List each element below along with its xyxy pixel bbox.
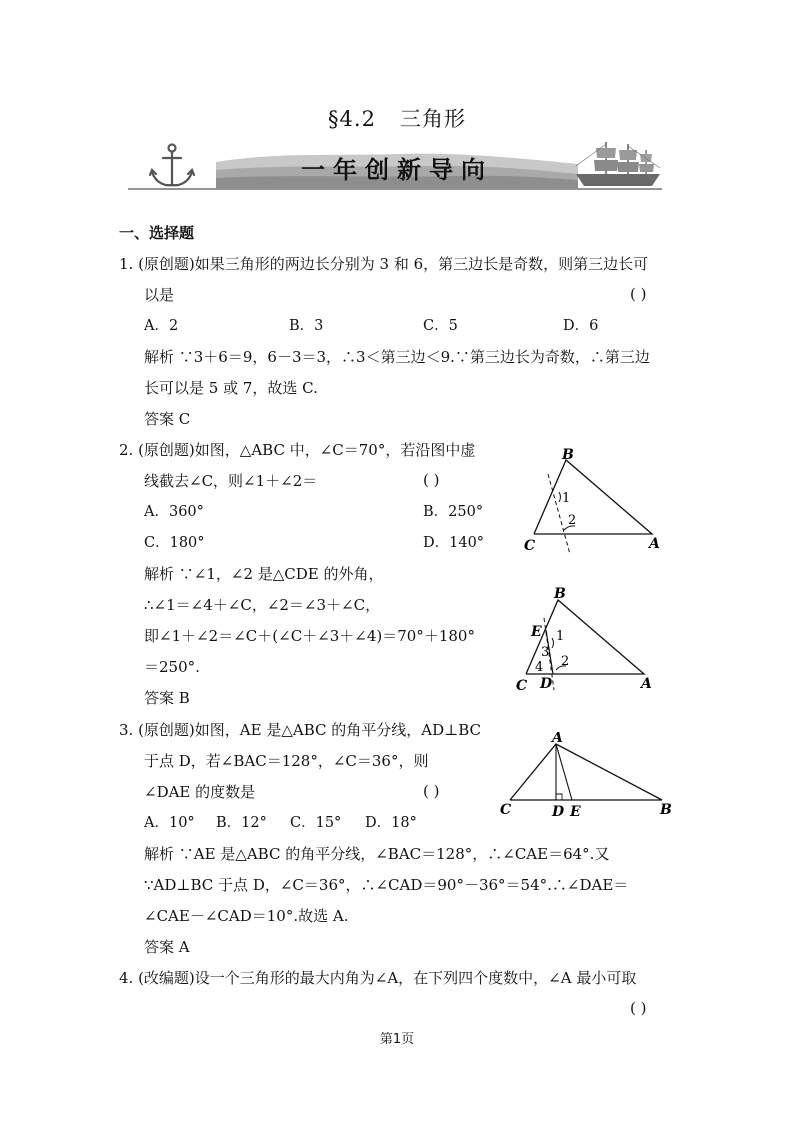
q3-figure-triangle	[496, 732, 674, 822]
q2-answer: 答案 B	[144, 689, 190, 707]
vertex-a-label: A	[641, 676, 652, 692]
q3-option-c: C．15°	[290, 815, 342, 831]
section-heading: 一、选择题	[119, 224, 195, 242]
point-e-label: E	[570, 804, 581, 820]
q3-analysis-line-2: ∵AD⊥BC 于点 D，∠C＝36°，∴∠CAD＝90°－36°＝54°.∴∠DAE＝	[144, 876, 629, 894]
angle-1-arc	[559, 492, 561, 502]
section-topic: 三角形	[399, 107, 466, 131]
q1-option-c: C．5	[423, 318, 458, 334]
q2-stem-line-2: 线截去∠C，则∠1＋∠2＝	[144, 472, 318, 490]
q2-analysis-line-1: 解析 ∵∠1，∠2 是△CDE 的外角，	[144, 565, 384, 583]
q2-option-c: C．180°	[144, 535, 205, 551]
triangle-abc	[510, 744, 662, 800]
q1-analysis-line-1: 解析 ∵3＋6＝9，6－3＝3，∴3＜第三边＜9.∵第三边长为奇数，∴第三边	[144, 348, 650, 366]
vertex-c-label: C	[524, 538, 536, 554]
q1-analysis-line-2: 长可以是 5 或 7，故选 C.	[144, 379, 318, 397]
page-title	[0, 103, 794, 133]
q1-option-b: B．3	[289, 318, 324, 334]
vertex-c-label: C	[500, 802, 512, 818]
q1-option-a: A．2	[144, 318, 179, 334]
q2-answer-bracket: ( )	[423, 471, 440, 489]
angle-1-label: 1	[556, 629, 565, 644]
q3-answer: 答案 A	[144, 938, 190, 956]
vertex-b-label: B	[554, 586, 566, 602]
q3-option-d: D．18°	[365, 815, 417, 831]
right-angle-mark	[556, 794, 562, 800]
q3-analysis-line-3: ∠CAE－∠CAD＝10°.故选 A.	[144, 907, 349, 925]
q2-analysis-line-4: ＝250°.	[144, 658, 200, 676]
q1-stem-line-2: 以是	[144, 286, 175, 304]
triangle-abc	[534, 460, 652, 534]
vertex-a-label: A	[649, 536, 660, 552]
q3-stem-line-3: ∠DAE 的度数是	[144, 783, 256, 801]
bisector-ae	[556, 744, 572, 800]
q3-option-b: B．12°	[216, 815, 267, 831]
dashed-cut-line	[548, 474, 570, 554]
angle-3-label: 3	[541, 645, 550, 660]
angle-1-label: 1	[562, 491, 571, 506]
q4-answer-bracket: ( )	[630, 999, 647, 1017]
q2-figure-triangle	[518, 444, 678, 556]
point-e-label: E	[531, 624, 542, 640]
triangle-abc	[526, 600, 644, 674]
angle-1-arc	[552, 638, 554, 648]
banner-label: 一年创新导向	[301, 155, 493, 184]
q3-option-a: A．10°	[144, 815, 195, 831]
vertex-b-label: B	[660, 802, 672, 818]
vertex-b-label: B	[562, 447, 574, 463]
angle-2-label: 2	[568, 513, 577, 528]
q4-stem-line-1: 4. (改编题)设一个三角形的最大内角为∠A，在下列四个度数中，∠A 最小可取	[119, 969, 637, 987]
q3-stem-line-1: 3. (原创题)如图，AE 是△ABC 的角平分线，AD⊥BC	[119, 721, 481, 739]
anchor-icon	[150, 145, 194, 186]
ship-icon	[576, 142, 660, 186]
q2-analysis-line-3: 即∠1＋∠2＝∠C＋(∠C＋∠3＋∠4)＝70°＋180°	[144, 627, 475, 645]
chapter-banner	[128, 140, 662, 192]
q2-option-b: B．250°	[423, 504, 484, 520]
vertex-a-label: A	[552, 732, 563, 746]
q2-analysis-line-2: ∴∠1＝∠4＋∠C，∠2＝∠3＋∠C，	[144, 596, 381, 614]
q1-option-d: D．6	[563, 318, 599, 334]
q2-solution-figure	[510, 586, 670, 694]
page-number: 第1页	[379, 1032, 415, 1047]
q2-option-d: D．140°	[423, 535, 485, 551]
q2-stem-line-1: 2. (原创题)如图，△ABC 中，∠C＝70°，若沿图中虚	[119, 441, 476, 459]
q2-option-a: A．360°	[144, 504, 204, 520]
q1-stem-line-1: 1. (原创题)如果三角形的两边长分别为 3 和 6，第三边长是奇数，则第三边长可	[119, 255, 649, 273]
angle-2-label: 2	[561, 654, 570, 669]
q1-answer-bracket: ( )	[630, 285, 647, 303]
q3-analysis-line-1: 解析 ∵AE 是△ABC 的角平分线，∠BAC＝128°，∴∠CAE＝64°.又	[144, 845, 610, 863]
q3-answer-bracket: ( )	[423, 782, 440, 800]
q1-answer: 答案 C	[144, 410, 191, 428]
point-d-label: D	[552, 804, 565, 820]
q3-stem-line-2: 于点 D，若∠BAC＝128°，∠C＝36°，则	[144, 752, 429, 770]
point-d-label: D	[540, 676, 553, 692]
angle-4-label: 4	[535, 660, 544, 675]
section-number: §4.2	[328, 107, 376, 131]
vertex-c-label: C	[516, 678, 528, 694]
